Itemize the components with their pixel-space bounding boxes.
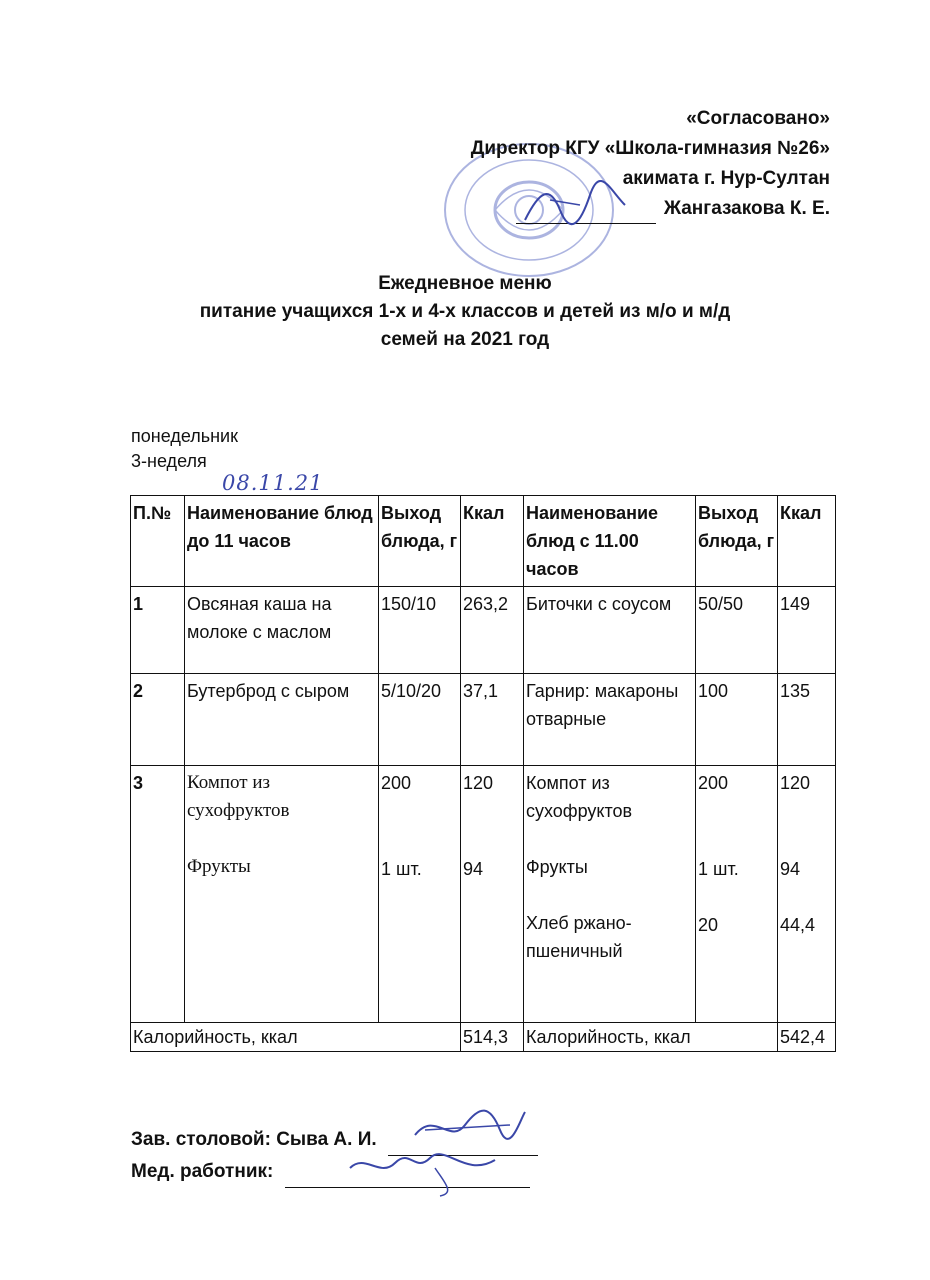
dish-before: Бутерброд с сыром (185, 674, 379, 766)
title-line-2: питание учащихся 1-х и 4-х классов и детей из м/о и м/д (199, 301, 731, 322)
yield-2: 100 (696, 674, 778, 766)
kcal-2-3: 44,4 (780, 915, 816, 935)
medic-label: Мед. работник: (131, 1161, 274, 1182)
kcal-1: 263,2 (461, 587, 524, 674)
total-label-1: Калорийность, ккал (131, 1023, 461, 1052)
dish-before: Компот из сухофруктов (187, 772, 290, 821)
kcal-1-2: 94 (463, 859, 484, 879)
kcal-1: 37,1 (461, 674, 524, 766)
approval-name: Жангазакова К. Е. (663, 198, 830, 219)
medic-signature-icon (345, 1148, 505, 1198)
header-kcal-1: Ккал (461, 496, 524, 587)
header-dish-after: Наименование блюд с 11.00 часов (524, 496, 696, 587)
canteen-manager-label: Зав. столовой: Сыва А. И. (131, 1129, 377, 1150)
header-yield-1: Выход блюда, г (379, 496, 461, 587)
table-row (131, 674, 836, 766)
day-info (131, 424, 238, 474)
header-dish-before: Наименование блюд до 11 часов (185, 496, 379, 587)
dish-after-2: Фрукты (526, 857, 588, 877)
menu-table (130, 495, 836, 1052)
total-value-1: 514,3 (461, 1023, 524, 1052)
week-number: 3-неделя (131, 451, 207, 471)
kcal-2: 120 (780, 773, 811, 793)
approval-organization: акимата г. Нур-Султан (622, 168, 830, 189)
table-row (131, 587, 836, 674)
dish-before-2: Фрукты (187, 856, 251, 877)
kcal-1-cell (461, 766, 524, 1023)
header-kcal-2: Ккал (778, 496, 836, 587)
yield-2: 50/50 (696, 587, 778, 674)
total-label-2: Калорийность, ккал (524, 1023, 778, 1052)
kcal-2-cell (778, 766, 836, 1023)
yield-1: 200 (381, 773, 412, 793)
dish-after: Биточки с соусом (524, 587, 696, 674)
kcal-2-2: 94 (780, 859, 801, 879)
totals-row (131, 1023, 836, 1052)
row-num: 1 (131, 587, 185, 674)
weekday: понедельник (131, 426, 238, 446)
dish-before: Овсяная каша на молоке с маслом (185, 587, 379, 674)
dish-after: Компот из сухофруктов (526, 773, 633, 821)
yield-2-2: 1 шт. (698, 859, 739, 879)
canteen-signature-icon (410, 1100, 530, 1150)
kcal-2: 149 (778, 587, 836, 674)
director-signature-icon (520, 180, 630, 230)
title-line-3: семей на 2021 год (380, 329, 550, 350)
kcal-2: 135 (778, 674, 836, 766)
yield-1-2: 1 шт. (381, 859, 422, 879)
header-yield-2: Выход блюда, г (696, 496, 778, 587)
total-value-2: 542,4 (778, 1023, 836, 1052)
dish-before-cell (185, 766, 379, 1023)
yield-1: 5/10/20 (379, 674, 461, 766)
yield-1-cell (379, 766, 461, 1023)
dish-after: Гарнир: макароны отварные (524, 674, 696, 766)
row-num: 2 (131, 674, 185, 766)
document-title (0, 270, 930, 354)
yield-2-cell (696, 766, 778, 1023)
table-header-row (131, 496, 836, 587)
handwritten-date: 08.11.21 (222, 471, 324, 495)
yield-1: 150/10 (379, 587, 461, 674)
approval-position: Директор КГУ «Школа-гимназия №26» (470, 138, 830, 159)
row-num: 3 (131, 766, 185, 1023)
dish-after-3: Хлеб ржано-пшеничный (526, 913, 632, 961)
yield-2-3: 20 (698, 915, 719, 935)
title-line-1: Ежедневное меню (378, 273, 552, 294)
kcal-1: 120 (463, 773, 494, 793)
header-num: П.№ (131, 496, 185, 587)
approval-heading: «Согласовано» (686, 108, 830, 129)
dish-after-cell (524, 766, 696, 1023)
table-row (131, 766, 836, 1023)
yield-2: 200 (698, 773, 729, 793)
